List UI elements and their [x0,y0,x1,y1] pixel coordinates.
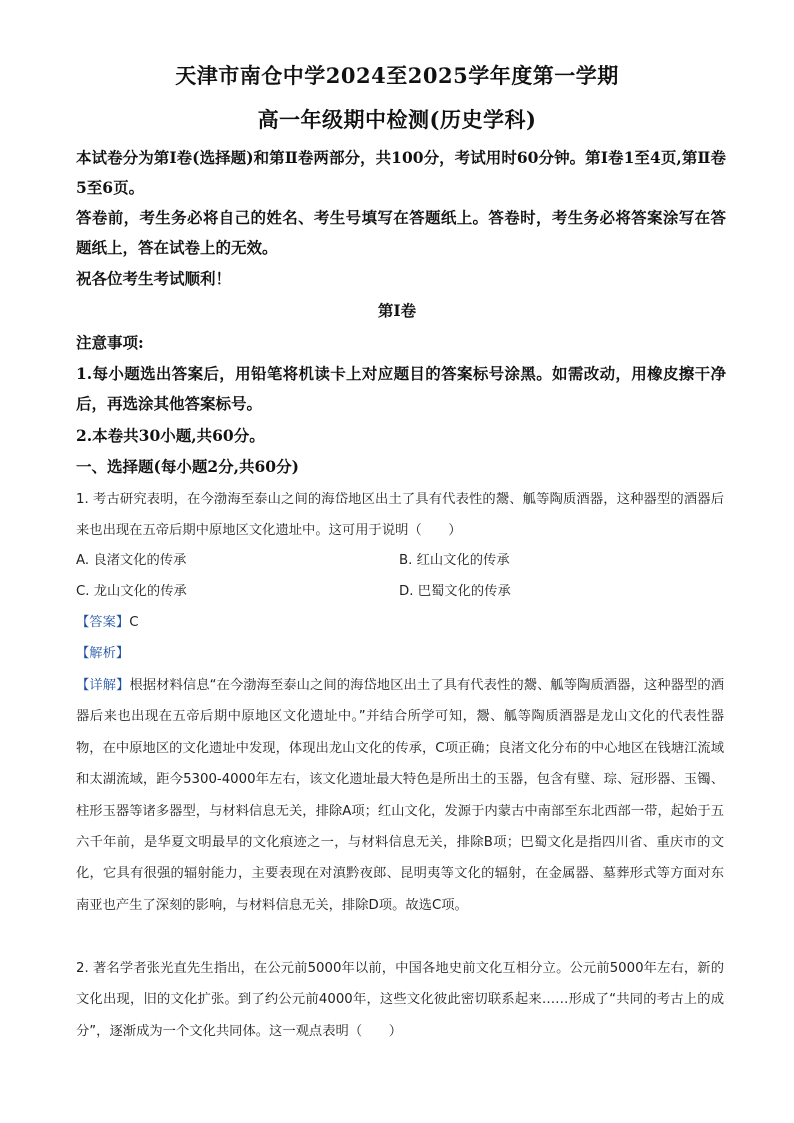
detail-text: 根据材料信息“在今渤海至泰山之间的海岱地区出土了具有代表性的鬶、觚等陶质酒器，这种器型的酒器后来也出现在五帝后期中原地区文化遗址中。”并结合所学可知，鬶、觚等陶质酒器是龙山文化的代表性器物，在中原地区的文化遗址中发现，体现出龙山文化的传承，C项正确；良渚文化分布的中心地区在钱塘江流域和太湖流域，距今5300-4000年左右，该文化遗址最大特色是所出土的玉器，包含有璧、琮、冠形器、玉镯、柱形玉器等诸多器型，与材料信息无关，排除A项；红山文化，发源于内蒙古中南部至东北西部一带，起始于五六千年前，是华夏文明最早的文化痕迹之一，与材料信息无关，排除B项；巴蜀文化是指四川省、重庆市的文化，它具有很强的辐射能力，主要表现在对滇黔夜郎、昆明夷等文化的辐射，在金属器、墓葬形式等方面对东南亚也产生了深刻的影响，与材料信息无关，排除D项。故选C项。 [76,678,725,913]
detail-tag: 【详解】 [76,678,130,693]
section-title: 第Ⅰ卷 [377,301,417,320]
question-1-stem: 1. 考古研究表明，在今渤海至泰山之间的海岱地区出土了具有代表性的鬶、觚等陶质酒器，这种器型的酒器后来也出现在五帝后期中原地区文化遗址中。这可用于说明（ ） [76,492,724,539]
exam-title-line1: 天津市南仓中学2024至2025学年度第一学期 [175,63,619,88]
question-1-detail [76,670,724,921]
question-1-option-d: D. 巴蜀文化的传承 [399,584,511,599]
answer-line [76,608,138,638]
notice-item-1: 1.每小题选出答案后，用铅笔将机读卡上对应题目的答案标号涂黑。如需改动，用橡皮擦干净后，再选涂其他答案标号。 [76,364,726,413]
answer-tag: 【答案】 [76,615,130,630]
notice-title: 注意事项: [76,333,144,352]
question-2-stem: 2. 著名学者张光直先生指出，在公元前5000年以前，中国各地史前文化互相分立。公元前5000年左右，新的文化出现，旧的文化扩张。到了约公元前4000年，这些文化彼此密切联系起来……形成了“共同的考古上的成分”，逐渐成为一个文化共同体。这一观点表明（ ） [76,961,724,1039]
question-1-option-b: B. 红山文化的传承 [399,553,510,568]
question-1-option-c: C. 龙山文化的传承 [76,584,187,599]
intro-paragraph-2: 答卷前，考生务必将自己的姓名、考生号填写在答题纸上。答卷时，考生务必将答案涂写在答题纸上，答在试卷上的无效。 [76,208,726,257]
analysis-line [76,639,129,669]
notice-item-2: 2.本卷共30小题,共60分。 [76,426,265,445]
intro-paragraph-1: 本试卷分为第Ⅰ卷(选择题)和第Ⅱ卷两部分，共100分，考试用时60分钟。第Ⅰ卷1至4页,第Ⅱ卷5至6页。 [76,148,726,197]
intro-paragraph-3: 祝各位考生考试顺利！ [76,269,232,288]
question-1-option-a: A. 良渚文化的传承 [76,553,187,568]
analysis-tag: 【解析】 [76,646,130,661]
part-title: 一、选择题(每小题2分,共60分) [76,457,299,476]
exam-title-line2: 高一年级期中检测(历史学科) [257,107,537,132]
answer-value: C [129,615,139,630]
